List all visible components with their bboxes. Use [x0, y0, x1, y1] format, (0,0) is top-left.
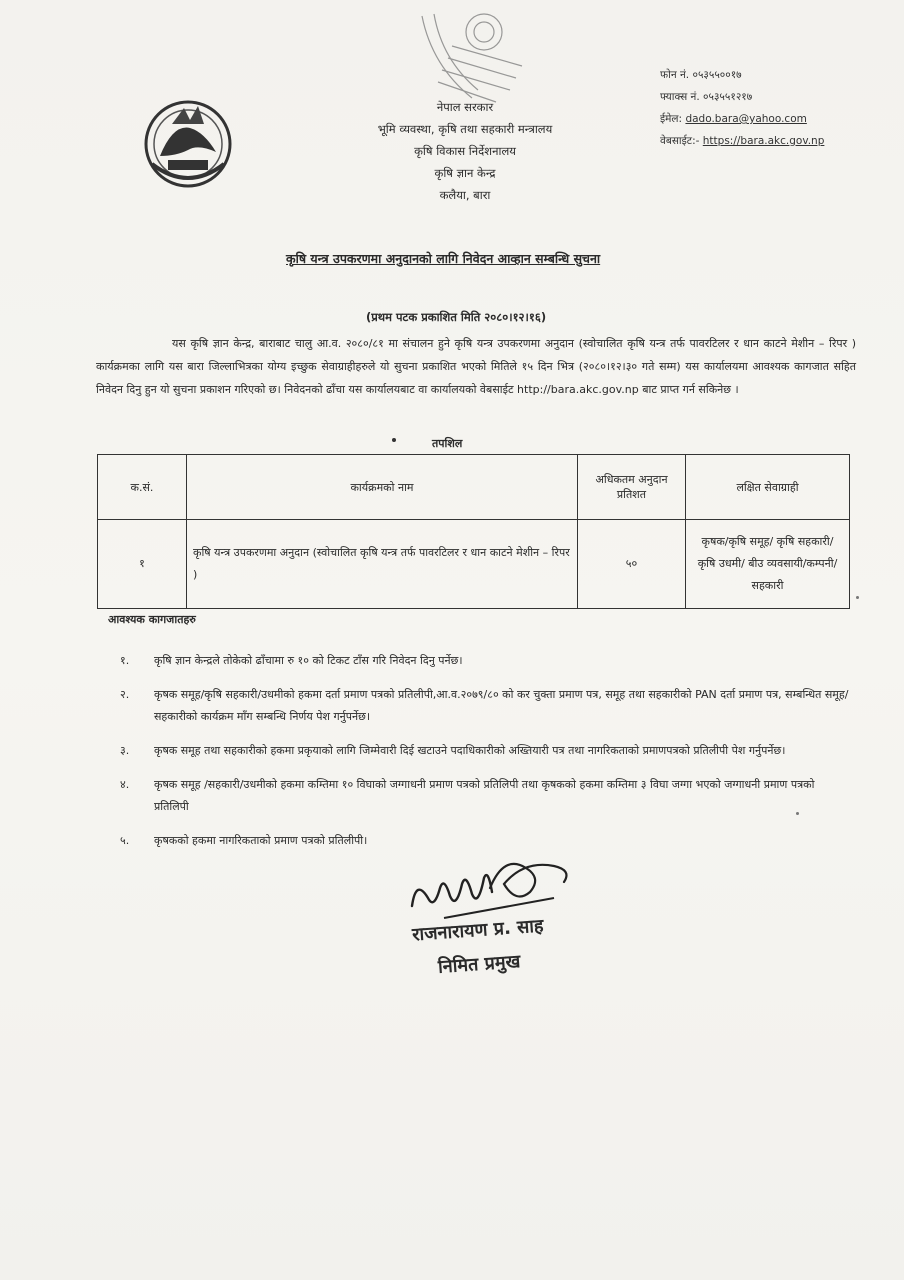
cell-max-subsidy: ५०	[578, 520, 686, 609]
contact-block	[660, 64, 824, 152]
col-header-max-subsidy: अधिकतम अनुदान प्रतिशत	[578, 455, 686, 520]
cell-target-beneficiary: कृषक/कृषि समूह/ कृषि सहकारी/ कृषि उधमी/ बीउ व्यवसायी/कम्पनी/सहकारी	[686, 520, 850, 609]
cell-program: कृषि यन्त्र उपकरणमा अनुदान (स्वोचालित कृषि यन्त्र तर्फ पावरटिलर र धान काटने मेशीन – रिपर )	[187, 520, 578, 609]
item-number: २.	[120, 688, 130, 701]
table-caption: तपशिल	[432, 437, 463, 450]
ministry-name: भूमि व्यवस्था, कृषि तथा सहकारी मन्त्रालय	[377, 122, 553, 136]
table-row	[98, 520, 850, 609]
handwritten-signature	[404, 848, 584, 924]
scan-speck	[856, 596, 859, 599]
list-item	[120, 740, 850, 762]
item-text: कृषि ज्ञान केन्द्रले तोकेको ढाँचामा रु १० को टिकट टाँस गरि निवेदन दिनु पर्नेछ।	[154, 654, 463, 667]
phone-number: फोन नं. ०५३५५००१७	[660, 69, 742, 81]
cell-sn: १	[98, 520, 187, 609]
list-item	[120, 684, 850, 728]
published-date: (प्रथम पटक प्रकाशित मिति २०८०।१२।१६)	[366, 310, 547, 324]
notice-body-text: यस कृषि ज्ञान केन्द्र, बाराबाट चालु आ.व. २०८०/८१ मा संचालन हुने कृषि यन्त्र उपकरणमा अनुदान (स्वोचालित कृषि यन्त्र तर्फ पावरटिलर र धान काटने मेशीन – रिपर ) कार्यक्रमका लागि यस बारा जिल्लाभित्रका योग्य इच्छुक सेवाग्राहीहरुले यो सुचना प्रकाशित भएको मितिले १५ दिन भित्र (२०८०।१२।३० गते सम्म) यस कार्यालयमा आवश्यक कागजात सहित निवेदन दिनु हुन यो सुचना प्रकाशन गरिएको छ। निवेदनको ढाँचा यस कार्यालयबाट वा कार्यालयको वेबसाईट http://bara.akc.gov.np बाट प्राप्त गर्न सकिनेछ ।	[96, 337, 856, 396]
list-item	[120, 774, 850, 818]
signatory-name: राजनारायण प्र. साह	[411, 915, 545, 946]
notice-body	[96, 332, 856, 401]
email-link[interactable]: dado.bara@yahoo.com	[685, 113, 807, 125]
office-name: कृषि ज्ञान केन्द्र	[434, 166, 496, 180]
documents-heading: आवश्यक कागजातहरु	[108, 613, 196, 626]
website-link[interactable]: https://bara.akc.gov.np	[702, 135, 825, 147]
list-item	[120, 650, 850, 672]
email-row	[660, 108, 824, 130]
col-header-sn: क.सं.	[98, 455, 187, 520]
program-table	[97, 454, 850, 609]
item-text: कृषक समूह /सहकारी/उधमीको हकमा कम्तिमा १० विघाको जग्गाधनी प्रमाण पत्रको प्रतिलिपी तथा कृषकको हकमा कम्तिमा ३ विघा जग्गा भएको जग्गाधनी प्रमाण पत्रको प्रतिलिपी	[154, 778, 815, 813]
government-name: नेपाल सरकार	[436, 100, 494, 114]
bullet-dot	[392, 438, 396, 442]
website-row	[660, 130, 824, 152]
office-header	[340, 96, 590, 206]
signatory-role: निमित प्रमुख	[437, 951, 522, 978]
documents-list	[120, 650, 850, 864]
col-header-target-beneficiary: लक्षित सेवाग्राही	[686, 455, 850, 520]
website-label: वेबसाईट:-	[660, 135, 700, 147]
col-header-program: कार्यक्रमको नाम	[187, 455, 578, 520]
scan-speck	[796, 812, 799, 815]
fax-number: फ्याक्स नं. ०५३५५१२१७	[660, 91, 753, 103]
item-number: १.	[120, 654, 130, 667]
item-text: कृषक समूह तथा सहकारीको हकमा प्रकृयाको लागि जिम्मेवारी दिई खटाउने पदाधिकारीको अख्तियारी पत्र तथा नागरिकताको प्रमाणपत्रको प्रतिलीपी पेश गर्नुपर्नेछ।	[154, 744, 786, 757]
notice-title: कृषि यन्त्र उपकरणमा अनुदानको लागि निवेदन आव्हान सम्बन्धि सुचना	[286, 251, 601, 266]
item-text: कृषक समूह/कृषि सहकारी/उधमीको हकमा दर्ता प्रमाण पत्रको प्रतिलीपी,आ.व.२०७९/८० को कर चुक्ता प्रमाण पत्र, समूह तथा सहकारीको PAN दर्ता प्रमाण पत्र, सम्बन्धित समूह/सहकारीको कार्यक्रम माँग सम्बन्धि निर्णय पेश गर्नुपर्नेछ।	[154, 688, 849, 723]
item-text: कृषकको हकमा नागरिकताको प्रमाण पत्रको प्रतिलीपी।	[154, 834, 368, 847]
item-number: ३.	[120, 744, 130, 757]
directorate-name: कृषि विकास निर्देशनालय	[414, 144, 516, 158]
email-label: ईमेल:	[660, 113, 683, 125]
office-location: कलैया, बारा	[439, 188, 491, 202]
item-number: ५.	[120, 834, 130, 847]
item-number: ४.	[120, 778, 130, 791]
table-header-row	[98, 455, 850, 520]
nepal-emblem-icon	[138, 94, 238, 192]
